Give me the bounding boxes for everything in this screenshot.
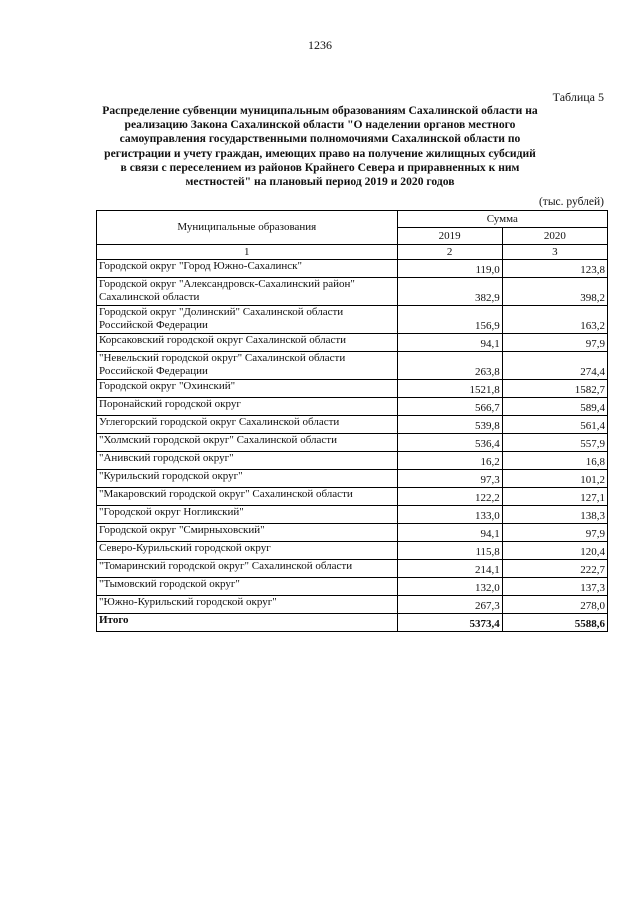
- header-year-2019: 2019: [397, 228, 502, 245]
- table-row: [97, 470, 608, 488]
- value-2020: 163,2: [502, 306, 607, 334]
- table-row: [97, 416, 608, 434]
- table-row: [97, 578, 608, 596]
- value-2019: 267,3: [397, 596, 502, 614]
- value-2019: 94,1: [397, 524, 502, 542]
- municipality-name: Углегорский городской округ Сахалинской области: [97, 416, 398, 434]
- value-2019: 536,4: [397, 434, 502, 452]
- value-2019: 115,8: [397, 542, 502, 560]
- value-2020: 222,7: [502, 560, 607, 578]
- table-row: [97, 452, 608, 470]
- value-2020: 97,9: [502, 334, 607, 352]
- municipality-name: Поронайский городской округ: [97, 398, 398, 416]
- value-2019: 94,1: [397, 334, 502, 352]
- value-2020: 561,4: [502, 416, 607, 434]
- municipality-name: Северо-Курильский городской округ: [97, 542, 398, 560]
- municipality-name: Городской округ "Охинский": [97, 380, 398, 398]
- total-row: [97, 614, 608, 632]
- municipality-name: "Курильский городской округ": [97, 470, 398, 488]
- table-row: [97, 334, 608, 352]
- subsidy-table: [96, 210, 608, 632]
- value-2020: 127,1: [502, 488, 607, 506]
- column-index-1: 1: [97, 245, 398, 260]
- municipality-name: "Томаринский городской округ" Сахалинской области: [97, 560, 398, 578]
- value-2020: 589,4: [502, 398, 607, 416]
- value-2019: 539,8: [397, 416, 502, 434]
- total-label: Итого: [97, 614, 398, 632]
- value-2019: 156,9: [397, 306, 502, 334]
- municipality-name: "Тымовский городской округ": [97, 578, 398, 596]
- table-row: [97, 542, 608, 560]
- value-2019: 16,2: [397, 452, 502, 470]
- municipality-name: Городской округ "Смирныховский": [97, 524, 398, 542]
- page-number: 1236: [308, 38, 332, 52]
- header-year-2020: 2020: [502, 228, 607, 245]
- table-row: [97, 260, 608, 278]
- table-row: [97, 506, 608, 524]
- table-row: [97, 524, 608, 542]
- units-label: (тыс. рублей): [538, 196, 604, 208]
- value-2019: 382,9: [397, 278, 502, 306]
- table-row: [97, 278, 608, 306]
- header-municipalities: Муниципальные образования: [97, 211, 398, 245]
- municipality-name: "Анивский городской округ": [97, 452, 398, 470]
- value-2020: 398,2: [502, 278, 607, 306]
- municipality-name: Городской округ "Долинский" Сахалинской области Российской Федерации: [97, 306, 398, 334]
- total-2019: 5373,4: [397, 614, 502, 632]
- municipality-name: "Холмский городской округ" Сахалинской области: [97, 434, 398, 452]
- value-2019: 263,8: [397, 352, 502, 380]
- value-2019: 1521,8: [397, 380, 502, 398]
- column-index-3: 3: [502, 245, 607, 260]
- table-row: [97, 380, 608, 398]
- column-index-2: 2: [397, 245, 502, 260]
- table-row: [97, 352, 608, 380]
- value-2019: 97,3: [397, 470, 502, 488]
- municipality-name: Корсаковский городской округ Сахалинской области: [97, 334, 398, 352]
- municipality-name: "Городской округ Ногликский": [97, 506, 398, 524]
- municipality-name: "Макаровский городской округ" Сахалинской области: [97, 488, 398, 506]
- table-row: [97, 596, 608, 614]
- value-2019: 214,1: [397, 560, 502, 578]
- table-row: [97, 434, 608, 452]
- municipality-name: "Невельский городской округ" Сахалинской области Российской Федерации: [97, 352, 398, 380]
- value-2020: 97,9: [502, 524, 607, 542]
- table-row: [97, 306, 608, 334]
- value-2020: 16,8: [502, 452, 607, 470]
- value-2020: 101,2: [502, 470, 607, 488]
- value-2020: 1582,7: [502, 380, 607, 398]
- value-2019: 119,0: [397, 260, 502, 278]
- total-2020: 5588,6: [502, 614, 607, 632]
- municipality-name: Городской округ "Город Южно-Сахалинск": [97, 260, 398, 278]
- value-2019: 132,0: [397, 578, 502, 596]
- value-2020: 123,8: [502, 260, 607, 278]
- table-row: [97, 398, 608, 416]
- header-sum: Сумма: [397, 211, 607, 228]
- municipality-name: "Южно-Курильский городской округ": [97, 596, 398, 614]
- value-2019: 122,2: [397, 488, 502, 506]
- value-2020: 120,4: [502, 542, 607, 560]
- value-2020: 278,0: [502, 596, 607, 614]
- value-2019: 133,0: [397, 506, 502, 524]
- municipality-name: Городской округ "Александровск-Сахалинский район" Сахалинской области: [97, 278, 398, 306]
- table-body: [97, 260, 608, 614]
- value-2020: 137,3: [502, 578, 607, 596]
- value-2019: 566,7: [397, 398, 502, 416]
- value-2020: 138,3: [502, 506, 607, 524]
- value-2020: 557,9: [502, 434, 607, 452]
- table-row: [97, 560, 608, 578]
- value-2020: 274,4: [502, 352, 607, 380]
- table-label: Таблица 5: [552, 90, 604, 104]
- table-row: [97, 488, 608, 506]
- document-title: Распределение субвенции муниципальным образованиям Сахалинской области на реализацию Закона Сахалинской области "О наделении органов местного самоуправления государственными полномочиями Сахалинской области по регистрации и учету граждан, имеющих право на получение жилищных субсидий в связи с переселением из районов Крайнего Севера и приравненных к ним местностей" на плановый период 2019 и 2020 годов: [102, 104, 538, 189]
